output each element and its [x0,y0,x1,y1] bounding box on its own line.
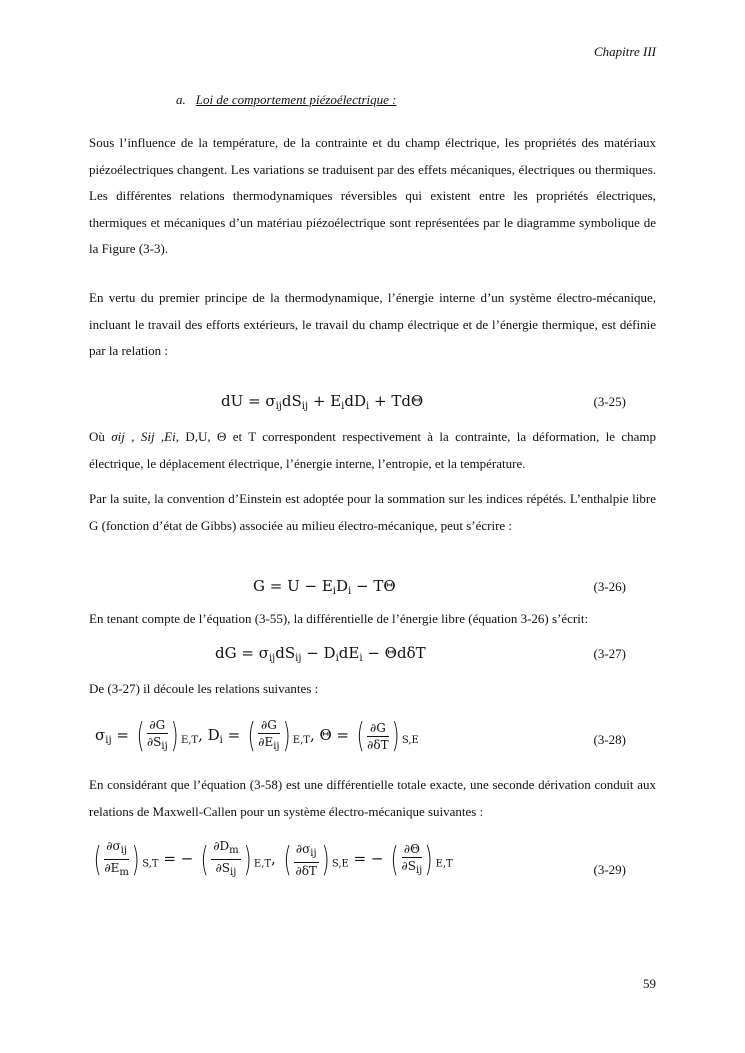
equation-number: (3-29) [593,862,626,877]
paragraph-variables [89,424,656,477]
section-heading [176,92,396,108]
paragraph-maxwell: En considérant que l’équation (3-58) est une différentielle totale exacte, une seconde dérivation conduit aux relations de Maxwell-Callen pour un système électro-mécanique suivantes : [89,777,656,819]
equation-number: (3-28) [593,732,626,747]
equation-number: (3-27) [593,646,626,661]
equation-3-26-body: $G = U - E_iD_i - T\Theta$ [253,577,396,597]
equation-3-28-body: $\sigma_{ij}$ = ( $\frac{\partial G}{\partial S_{ij}}$ ) $_{E,T}$, $D_i$ = ( $\frac{\partial G}{\partial E_{ij}}$ ) $_{E,T}$, Θ = ( $\frac{\partial G}{\partial\delta T}$ ) $_{S,E}$ [95,716,419,756]
equation-3-25-body: dU = $\sigma_{ij}dS_{ij} + E_idD_i + Td\Theta$ [221,392,424,412]
paragraph-differential: En tenant compte de l’équation (3-55), la différentielle de l’énergie libre (équation 3-26) s’écrit: [89,611,589,626]
section-title: Loi de comportement piézoélectrique : [195,92,397,107]
equation-3-27 [89,644,656,674]
section-marker: a. [176,92,186,107]
equation-3-26 [89,577,656,607]
paragraph-einstein: Par la suite, la convention d’Einstein est adoptée pour la sommation sur les indices répétés. L’enthalpie libre G (fonction d’état de Gibbs) associée au milieu électro-mécanique, peut s’écrire : [89,491,656,533]
equation-3-27-body: dG = $\sigma_{ij}dS_{ij} - D_idE_i - \Theta d\delta T$ [215,644,426,664]
equation-3-28 [89,716,656,766]
equation-3-25 [89,392,656,422]
variable-symbols: σij , Sij ,Ei [111,429,176,444]
chapter-header: Chapitre III [594,44,656,59]
equation-3-29-body: ( $\frac{\partial\sigma_{ij}}{\partial E_m}$ ) $_{S,T}$ = − ( $\frac{\partial D_m}{\partial S_{ij}}$ ) $_{E,T}$, ( $\frac{\partial\sigma_{ij}}{\partial\delta T}$ ) $_{S,E}$ = − ( $\frac{\partial\Theta}{\partial S_{ij}}$ ) $_{E,T}$ [93,839,453,880]
paragraph-relations: De (3-27) il découle les relations suivantes : [89,681,319,696]
equation-number: (3-25) [593,394,626,409]
equation-number: (3-26) [593,579,626,594]
equation-3-29 [89,838,656,888]
paragraph-variables-intro: Où [89,429,105,444]
paragraph-intro: Sous l’influence de la température, de la contrainte et du champ électrique, les propriétés des matériaux piézoélectriques changent. Les variations se traduisent par des effets mécaniques, électriques ou thermiques. Les différentes relations thermodynamiques réversibles qui existent entre les propriétés électriques, thermiques et mécaniques d’un matériau piézoélectrique sont représentées par le diagramme symbolique de la Figure (3-3). [89,135,656,256]
paragraph-first-principle: En vertu du premier principe de la thermodynamique, l’énergie interne d’un système électro-mécanique, incluant le travail des efforts extérieurs, le travail du champ électrique et de l’énergie thermique, est définie par la relation : [89,290,656,358]
paragraph-variables-text: , D,U, Θ et T correspondent respectivement à la contrainte, la déformation, le champ électrique, le déplacement électrique, l’énergie interne, l’entropie, et la température. [89,429,657,471]
page-number: 59 [643,976,656,991]
